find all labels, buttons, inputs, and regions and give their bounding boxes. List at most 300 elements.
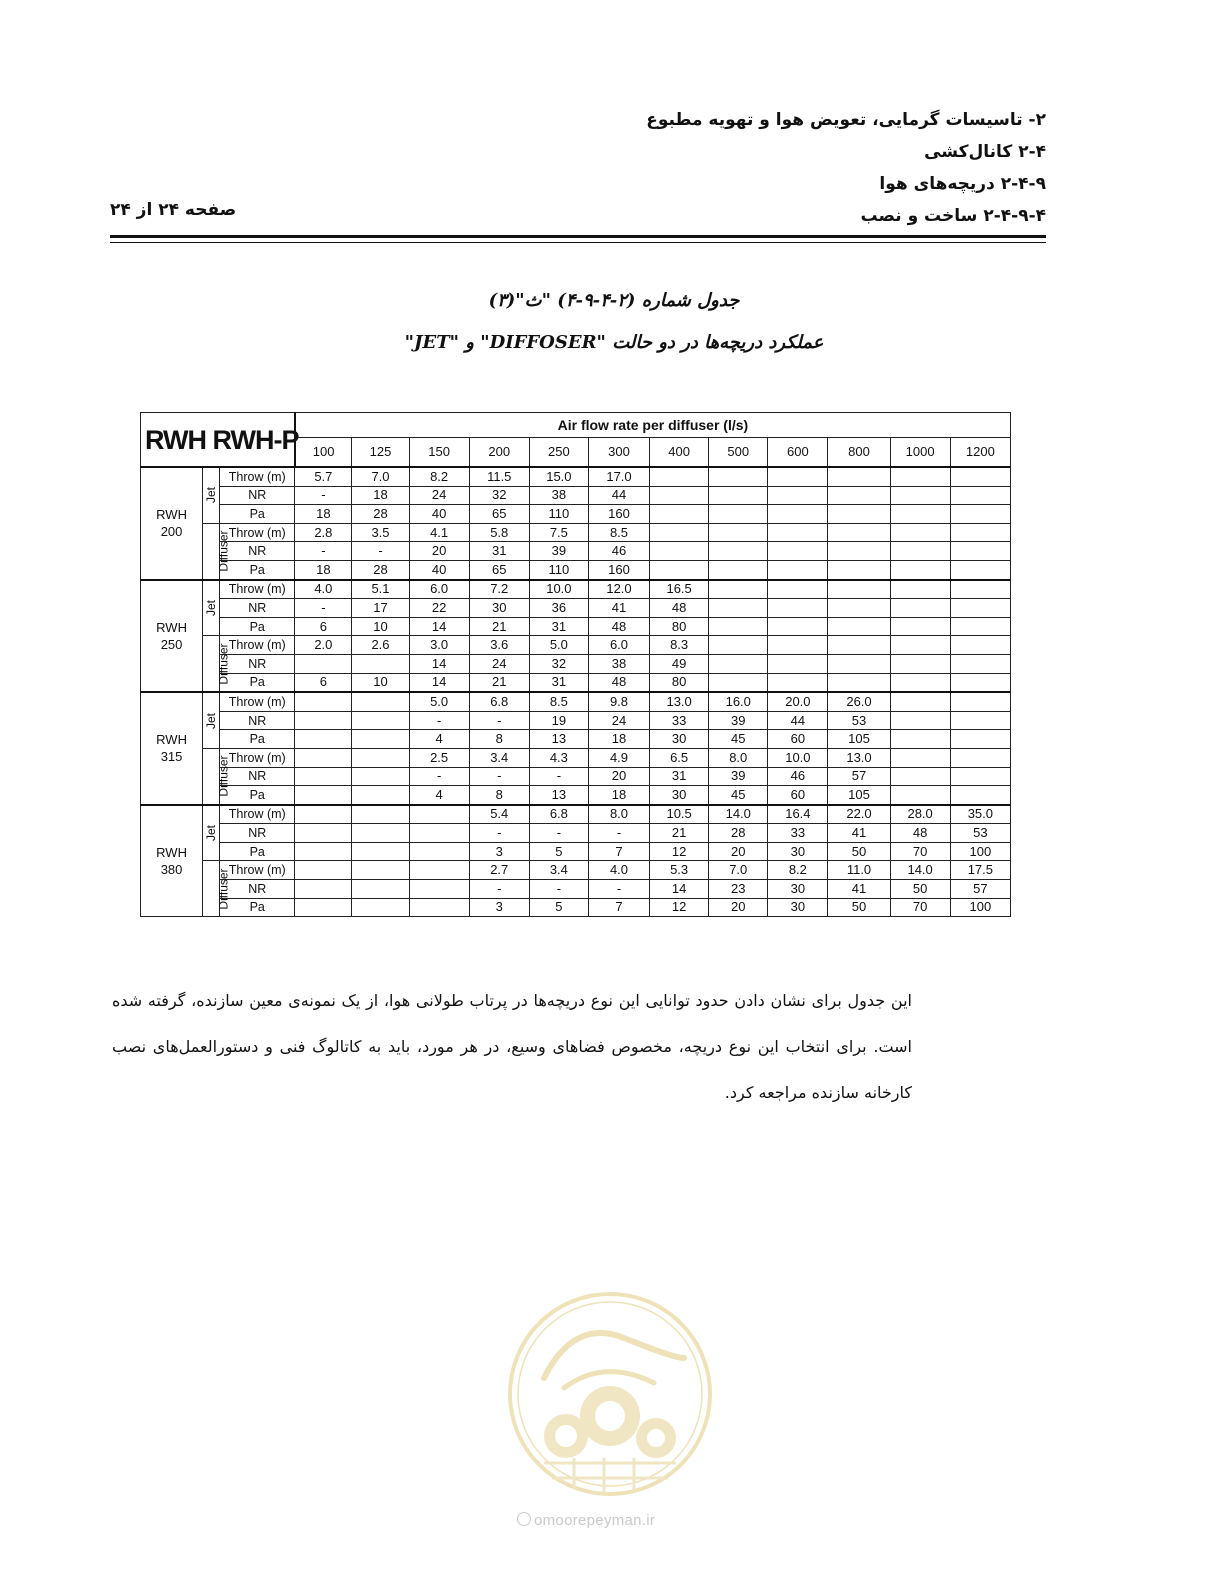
value-cell: 35.0 xyxy=(950,805,1010,824)
value-cell xyxy=(709,580,768,599)
breadcrumb-line-2: ۲-۴ کانال‌کشی xyxy=(924,142,1046,162)
value-cell: 28 xyxy=(352,505,409,524)
value-cell: 32 xyxy=(469,486,529,505)
metric-label-cell: Throw (m) xyxy=(220,467,295,486)
mode-label: Diffuser xyxy=(216,530,231,572)
metric-label-cell: Pa xyxy=(220,786,295,805)
value-cell: 21 xyxy=(469,617,529,636)
breadcrumb-line-3: ۲-۴-۹ دریچه‌های هوا xyxy=(879,174,1046,194)
table-row xyxy=(141,842,1011,861)
performance-table xyxy=(140,412,1011,917)
metric-label-cell: Throw (m) xyxy=(220,805,295,824)
value-cell: 41 xyxy=(828,824,890,843)
metric-label-cell: NR xyxy=(220,486,295,505)
value-cell xyxy=(768,617,828,636)
value-cell: - xyxy=(529,880,588,899)
value-cell: 28 xyxy=(709,824,768,843)
value-cell: 7.0 xyxy=(709,861,768,880)
value-cell xyxy=(352,748,409,767)
value-cell: 20 xyxy=(409,542,469,561)
value-cell: 6.0 xyxy=(588,636,649,655)
value-cell xyxy=(352,711,409,730)
value-cell: 6.5 xyxy=(650,748,709,767)
value-cell: 8.0 xyxy=(588,805,649,824)
value-cell: 3.5 xyxy=(352,523,409,542)
value-cell xyxy=(828,505,890,524)
value-cell: 48 xyxy=(650,599,709,618)
value-cell: 31 xyxy=(529,617,588,636)
metric-label-cell: NR xyxy=(220,654,295,673)
value-cell: 24 xyxy=(409,486,469,505)
mode-label: Jet xyxy=(204,825,219,842)
value-cell: 31 xyxy=(650,767,709,786)
table-row xyxy=(141,898,1011,917)
flow-rate-header-cell: 400 xyxy=(650,438,709,468)
value-cell: 8.2 xyxy=(409,467,469,486)
table-row xyxy=(141,560,1011,579)
value-cell: - xyxy=(469,767,529,786)
mode-label-cell xyxy=(203,636,231,692)
value-cell: 22.0 xyxy=(828,805,890,824)
value-cell xyxy=(650,523,709,542)
value-cell: 5.4 xyxy=(469,805,529,824)
value-cell: 7.5 xyxy=(529,523,588,542)
value-cell xyxy=(650,505,709,524)
value-cell: 46 xyxy=(588,542,649,561)
value-cell: 57 xyxy=(828,767,890,786)
value-cell xyxy=(768,523,828,542)
value-cell xyxy=(295,654,352,673)
value-cell: 5 xyxy=(529,898,588,917)
value-cell xyxy=(295,880,352,899)
value-cell: - xyxy=(588,880,649,899)
metric-label-cell: NR xyxy=(220,599,295,618)
value-cell xyxy=(890,636,950,655)
table-row xyxy=(141,861,1011,880)
value-cell: 10 xyxy=(352,617,409,636)
table-row xyxy=(141,673,1011,692)
value-cell: 3.4 xyxy=(529,861,588,880)
value-cell xyxy=(950,748,1010,767)
value-cell xyxy=(409,842,469,861)
mode-label-cell xyxy=(203,580,220,636)
value-cell: 14 xyxy=(409,654,469,673)
value-cell: - xyxy=(409,767,469,786)
value-cell: 5.0 xyxy=(409,692,469,711)
metric-label-cell: Pa xyxy=(220,505,295,524)
table-row xyxy=(141,542,1011,561)
value-cell xyxy=(709,617,768,636)
flow-rate-header-cell: 100 xyxy=(295,438,352,468)
value-cell xyxy=(950,467,1010,486)
value-cell: 19 xyxy=(529,711,588,730)
value-cell: 8.2 xyxy=(768,861,828,880)
value-cell: 12 xyxy=(650,898,709,917)
value-cell xyxy=(890,617,950,636)
value-cell: 8.5 xyxy=(529,692,588,711)
value-cell: - xyxy=(529,767,588,786)
value-cell xyxy=(828,654,890,673)
value-cell xyxy=(828,617,890,636)
table-row xyxy=(141,692,1011,711)
value-cell: - xyxy=(588,824,649,843)
mode-label: Diffuser xyxy=(216,643,231,685)
value-cell xyxy=(950,560,1010,579)
value-cell: 21 xyxy=(469,673,529,692)
mode-label: Diffuser xyxy=(216,868,231,910)
value-cell xyxy=(890,730,950,749)
metric-label-cell: Throw (m) xyxy=(220,523,295,542)
value-cell: 60 xyxy=(768,730,828,749)
value-cell xyxy=(709,467,768,486)
value-cell: 7 xyxy=(588,842,649,861)
value-cell xyxy=(890,580,950,599)
value-cell: 18 xyxy=(588,730,649,749)
value-cell: - xyxy=(295,542,352,561)
value-cell: 4.0 xyxy=(295,580,352,599)
value-cell: 46 xyxy=(768,767,828,786)
value-cell: 100 xyxy=(950,842,1010,861)
value-cell xyxy=(828,560,890,579)
value-cell: 4.3 xyxy=(529,748,588,767)
value-cell xyxy=(295,898,352,917)
table-row xyxy=(141,748,1011,767)
value-cell xyxy=(950,486,1010,505)
value-cell: 41 xyxy=(828,880,890,899)
flow-rate-header-cell: 1200 xyxy=(950,438,1010,468)
value-cell: 6 xyxy=(295,673,352,692)
value-cell xyxy=(709,560,768,579)
value-cell xyxy=(650,486,709,505)
value-cell xyxy=(409,861,469,880)
value-cell: 14 xyxy=(650,880,709,899)
value-cell: 13 xyxy=(529,786,588,805)
metric-label-cell: NR xyxy=(220,711,295,730)
value-cell xyxy=(890,673,950,692)
value-cell xyxy=(352,898,409,917)
value-cell xyxy=(828,542,890,561)
value-cell: 5.8 xyxy=(469,523,529,542)
metric-label-cell: NR xyxy=(220,824,295,843)
value-cell xyxy=(709,673,768,692)
value-cell xyxy=(950,692,1010,711)
value-cell: 28.0 xyxy=(890,805,950,824)
header-divider-thin xyxy=(110,242,1046,243)
value-cell: 7.0 xyxy=(352,467,409,486)
value-cell xyxy=(768,673,828,692)
mode-label-cell xyxy=(203,692,220,748)
value-cell: 5.3 xyxy=(650,861,709,880)
value-cell xyxy=(890,542,950,561)
flow-rate-header-cell: 200 xyxy=(469,438,529,468)
value-cell xyxy=(409,880,469,899)
value-cell: 5.1 xyxy=(352,580,409,599)
model-name-cell: RWH 380 xyxy=(141,805,203,917)
value-cell: 10.0 xyxy=(768,748,828,767)
metric-label-cell: Throw (m) xyxy=(220,580,295,599)
watermark-logo xyxy=(504,1288,716,1500)
value-cell: 14.0 xyxy=(890,861,950,880)
value-cell xyxy=(828,467,890,486)
value-cell xyxy=(295,767,352,786)
mode-label: Jet xyxy=(204,487,219,504)
value-cell: - xyxy=(295,599,352,618)
value-cell xyxy=(352,842,409,861)
value-cell: 18 xyxy=(352,486,409,505)
value-cell xyxy=(352,654,409,673)
metric-label-cell: Pa xyxy=(220,560,295,579)
value-cell: - xyxy=(469,824,529,843)
value-cell xyxy=(768,560,828,579)
value-cell xyxy=(890,711,950,730)
value-cell: 30 xyxy=(768,880,828,899)
value-cell: 39 xyxy=(529,542,588,561)
section-breadcrumb xyxy=(646,104,1046,232)
table-row xyxy=(141,617,1011,636)
value-cell: 17.0 xyxy=(588,467,649,486)
value-cell: 10.5 xyxy=(650,805,709,824)
value-cell xyxy=(295,748,352,767)
value-cell xyxy=(950,523,1010,542)
value-cell: 15.0 xyxy=(529,467,588,486)
value-cell: 16.0 xyxy=(709,692,768,711)
value-cell: 7 xyxy=(588,898,649,917)
mode-label-cell xyxy=(203,861,231,917)
value-cell: 5.7 xyxy=(295,467,352,486)
value-cell xyxy=(950,599,1010,618)
table-row xyxy=(141,711,1011,730)
value-cell xyxy=(650,467,709,486)
value-cell xyxy=(828,599,890,618)
value-cell: - xyxy=(529,824,588,843)
mode-label: Diffuser xyxy=(216,755,231,797)
table-row xyxy=(141,654,1011,673)
value-cell: 10 xyxy=(352,673,409,692)
value-cell: 3.0 xyxy=(409,636,469,655)
value-cell xyxy=(950,617,1010,636)
value-cell: 22 xyxy=(409,599,469,618)
performance-table-body xyxy=(141,467,1011,917)
value-cell: 39 xyxy=(709,711,768,730)
value-cell: - xyxy=(469,711,529,730)
value-cell: 30 xyxy=(650,730,709,749)
mode-label-cell xyxy=(203,805,220,861)
table-row xyxy=(141,880,1011,899)
table-row xyxy=(141,824,1011,843)
value-cell xyxy=(295,861,352,880)
value-cell xyxy=(295,824,352,843)
flow-rate-header-cell: 250 xyxy=(529,438,588,468)
value-cell: 17.5 xyxy=(950,861,1010,880)
table-row xyxy=(141,505,1011,524)
value-cell xyxy=(950,542,1010,561)
value-cell xyxy=(890,599,950,618)
value-cell: 70 xyxy=(890,842,950,861)
value-cell xyxy=(828,580,890,599)
value-cell xyxy=(890,505,950,524)
value-cell: 12.0 xyxy=(588,580,649,599)
value-cell: 6 xyxy=(295,617,352,636)
value-cell: - xyxy=(409,711,469,730)
value-cell xyxy=(768,467,828,486)
value-cell: 33 xyxy=(768,824,828,843)
value-cell xyxy=(709,542,768,561)
value-cell: 24 xyxy=(469,654,529,673)
value-cell: 8.5 xyxy=(588,523,649,542)
value-cell: 21 xyxy=(650,824,709,843)
value-cell: 160 xyxy=(588,505,649,524)
value-cell: 4.9 xyxy=(588,748,649,767)
value-cell: 14.0 xyxy=(709,805,768,824)
value-cell xyxy=(352,767,409,786)
value-cell: 10.0 xyxy=(529,580,588,599)
value-cell: 110 xyxy=(529,560,588,579)
value-cell: 60 xyxy=(768,786,828,805)
flow-rate-header-cell: 300 xyxy=(588,438,649,468)
value-cell xyxy=(890,467,950,486)
value-cell xyxy=(828,673,890,692)
value-cell xyxy=(650,560,709,579)
value-cell: 8 xyxy=(469,786,529,805)
flow-rate-header-cell: 500 xyxy=(709,438,768,468)
value-cell: 31 xyxy=(469,542,529,561)
value-cell: 12 xyxy=(650,842,709,861)
value-cell xyxy=(352,730,409,749)
breadcrumb-line-4: ۲-۴-۹-۴ ساخت و نصب xyxy=(860,206,1046,226)
value-cell: 17 xyxy=(352,599,409,618)
metric-label-cell: Pa xyxy=(220,842,295,861)
value-cell xyxy=(768,599,828,618)
value-cell: 14 xyxy=(409,673,469,692)
value-cell: 38 xyxy=(588,654,649,673)
value-cell xyxy=(295,842,352,861)
table-caption-subtitle: عملکرد دریچه‌ها در دو حالت "DIFFOSER" و "JET" xyxy=(404,332,824,353)
value-cell: 2.6 xyxy=(352,636,409,655)
value-cell xyxy=(890,523,950,542)
value-cell: 30 xyxy=(469,599,529,618)
value-cell xyxy=(950,636,1010,655)
value-cell: 23 xyxy=(709,880,768,899)
table-row xyxy=(141,805,1011,824)
page-number: صفحه ۲۴ از ۲۴ xyxy=(110,200,237,220)
value-cell xyxy=(295,730,352,749)
value-cell xyxy=(709,523,768,542)
value-cell: 7.2 xyxy=(469,580,529,599)
value-cell xyxy=(768,542,828,561)
value-cell: 16.5 xyxy=(650,580,709,599)
value-cell xyxy=(890,486,950,505)
value-cell: 13 xyxy=(529,730,588,749)
value-cell: 18 xyxy=(295,560,352,579)
value-cell: 48 xyxy=(588,673,649,692)
table-row xyxy=(141,786,1011,805)
value-cell: 44 xyxy=(588,486,649,505)
value-cell: 50 xyxy=(828,898,890,917)
value-cell: 38 xyxy=(529,486,588,505)
value-cell xyxy=(950,580,1010,599)
value-cell: 110 xyxy=(529,505,588,524)
value-cell: 20 xyxy=(709,898,768,917)
value-cell: 53 xyxy=(950,824,1010,843)
value-cell: 2.8 xyxy=(295,523,352,542)
value-cell: 49 xyxy=(650,654,709,673)
value-cell: 13.0 xyxy=(650,692,709,711)
value-cell: 6.0 xyxy=(409,580,469,599)
value-cell: 5.0 xyxy=(529,636,588,655)
table-row xyxy=(141,580,1011,599)
mode-label-cell xyxy=(203,467,220,523)
value-cell: 2.7 xyxy=(469,861,529,880)
value-cell xyxy=(768,636,828,655)
value-cell: 45 xyxy=(709,730,768,749)
value-cell: - xyxy=(295,486,352,505)
value-cell: 100 xyxy=(950,898,1010,917)
value-cell: 160 xyxy=(588,560,649,579)
flow-rate-header-cell: 600 xyxy=(768,438,828,468)
value-cell: 44 xyxy=(768,711,828,730)
metric-label-cell: NR xyxy=(220,880,295,899)
flow-rate-header-cell: 1000 xyxy=(890,438,950,468)
model-name-cell: RWH 315 xyxy=(141,692,203,805)
value-cell xyxy=(768,654,828,673)
value-cell: 3.6 xyxy=(469,636,529,655)
metric-label-cell: Pa xyxy=(220,898,295,917)
value-cell: 9.8 xyxy=(588,692,649,711)
value-cell: 50 xyxy=(828,842,890,861)
value-cell xyxy=(890,767,950,786)
value-cell xyxy=(352,880,409,899)
value-cell: - xyxy=(469,880,529,899)
table-row xyxy=(141,523,1011,542)
value-cell: 80 xyxy=(650,673,709,692)
value-cell: 5 xyxy=(529,842,588,861)
value-cell xyxy=(768,580,828,599)
table-row xyxy=(141,486,1011,505)
value-cell: 28 xyxy=(352,560,409,579)
flow-rate-header-cell: 125 xyxy=(352,438,409,468)
value-cell xyxy=(890,748,950,767)
value-cell xyxy=(950,673,1010,692)
value-cell xyxy=(950,786,1010,805)
value-cell: 40 xyxy=(409,560,469,579)
mode-label: Jet xyxy=(204,599,219,616)
value-cell xyxy=(709,599,768,618)
table-row xyxy=(141,467,1011,486)
value-cell: 48 xyxy=(588,617,649,636)
value-cell xyxy=(295,692,352,711)
value-cell xyxy=(352,692,409,711)
value-cell: 20 xyxy=(709,842,768,861)
value-cell: 36 xyxy=(529,599,588,618)
value-cell: 57 xyxy=(950,880,1010,899)
value-cell: 41 xyxy=(588,599,649,618)
value-cell: 33 xyxy=(650,711,709,730)
value-cell: 18 xyxy=(588,786,649,805)
value-cell xyxy=(890,692,950,711)
value-cell: 40 xyxy=(409,505,469,524)
watermark-url xyxy=(517,1512,655,1529)
metric-label-cell: Throw (m) xyxy=(220,861,295,880)
value-cell: 2.0 xyxy=(295,636,352,655)
value-cell: 3.4 xyxy=(469,748,529,767)
value-cell: 105 xyxy=(828,786,890,805)
value-cell xyxy=(709,486,768,505)
metric-label-cell: Throw (m) xyxy=(220,692,295,711)
value-cell: 31 xyxy=(529,673,588,692)
metric-label-cell: Pa xyxy=(220,617,295,636)
value-cell: 30 xyxy=(768,898,828,917)
value-cell: 105 xyxy=(828,730,890,749)
